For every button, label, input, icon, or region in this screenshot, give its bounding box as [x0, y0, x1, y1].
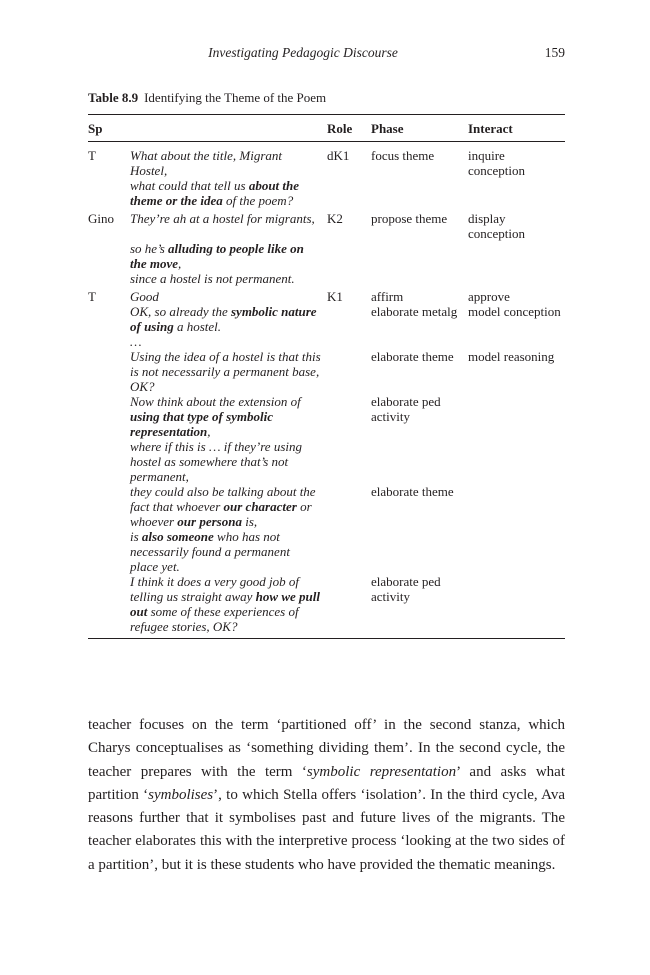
utterance-text: some of these experiences of refugee stories, OK?: [130, 604, 299, 634]
role-cell: [327, 349, 371, 394]
utterance-text: …: [130, 334, 142, 349]
utterance-text: Using the idea of a hostel is that this is not necessarily a permanent base, OK?: [130, 349, 321, 394]
table-row: [88, 529, 565, 574]
running-head: [88, 45, 565, 65]
speaker-cell: [88, 574, 130, 639]
role-cell: [327, 304, 371, 334]
utterance-text: They’re ah at a hostel for migrants,: [130, 211, 315, 226]
emphasis-text: our character: [223, 499, 297, 514]
table-number: Table 8.9: [88, 90, 139, 105]
utterance-text: Now think about the extension of: [130, 394, 301, 409]
utterance-cell: [130, 349, 327, 394]
column-header-phase: Phase: [371, 115, 468, 142]
emphasis-text: also someone: [141, 529, 214, 544]
utterance-cell: [130, 334, 327, 349]
table-row: [88, 208, 565, 241]
utterance-text: Good: [130, 289, 159, 304]
speaker-cell: [88, 241, 130, 271]
interact-cell: [468, 574, 565, 639]
speaker-cell: [88, 439, 130, 484]
interact-cell: [468, 178, 565, 208]
table-caption: [88, 90, 326, 106]
table-row: [88, 304, 565, 334]
phase-cell: [371, 439, 468, 484]
paragraph-text: teacher focuses on the term ‘partitioned off’ in the second stanza, which Charys conceptualises as ‘something dividing them’. In the second cycle, the teacher prepares with the term ‘: [88, 717, 565, 780]
role-cell: K1: [327, 289, 343, 304]
role-cell: [327, 241, 371, 271]
utterance-text: is,: [241, 514, 258, 529]
role-cell: [327, 574, 371, 639]
role-cell: [327, 439, 371, 484]
interact-cell: [468, 529, 565, 574]
speaker-cell: [88, 271, 130, 286]
page-number: 159: [544, 45, 565, 60]
role-cell: K2: [327, 211, 343, 226]
role-cell: [327, 334, 371, 349]
speaker-cell: [88, 484, 130, 529]
utterance-text: What about the title, Migrant Hostel,: [130, 148, 283, 178]
utterance-cell: [130, 439, 327, 484]
utterance-text: where if this is … if they’re using hostel as somewhere that’s not permanent,: [130, 439, 302, 484]
phase-cell: affirm: [371, 289, 404, 304]
running-title: Investigating Pedagogic Discourse: [208, 45, 398, 60]
interact-cell: model reasoning: [468, 349, 555, 364]
utterance-text: is: [130, 529, 142, 544]
phase-cell: elaborate metalg: [371, 304, 458, 319]
utterance-cell: [130, 241, 327, 271]
table-title: Identifying the Theme of the Poem: [144, 90, 327, 105]
table-row: [88, 574, 565, 639]
italic-term: symbolic representation: [306, 763, 457, 780]
dialogue-table: [88, 114, 565, 639]
utterance-cell: [130, 394, 327, 439]
utterance-text: a hostel.: [173, 319, 222, 334]
utterance-text: or whoever: [130, 499, 312, 529]
utterance-text: ,: [207, 424, 211, 439]
speaker-cell: [88, 394, 130, 439]
body-paragraph: [88, 714, 565, 877]
speaker-cell: T: [88, 148, 96, 163]
role-cell: dK1: [327, 148, 350, 163]
table-row: [88, 286, 565, 304]
role-cell: [327, 178, 371, 208]
utterance-cell: [130, 304, 327, 334]
utterance-cell: [130, 286, 327, 304]
interact-cell: [468, 439, 565, 484]
phase-cell: propose theme: [371, 211, 448, 226]
table-row: [88, 394, 565, 439]
utterance-text: so he’s: [130, 241, 169, 256]
phase-cell: elaborate ped activity: [371, 394, 441, 424]
emphasis-text: our persona: [177, 514, 242, 529]
phase-cell: [371, 271, 468, 286]
utterance-text: OK, so already the: [130, 304, 231, 319]
interact-cell: display conception: [468, 211, 526, 241]
phase-cell: focus theme: [371, 148, 435, 163]
paragraph-text: ’, to which Stella offers ‘isolation’. In the third cycle, Ava reasons further that it symbolises past and future lives of the migrants. The teacher elaborates this with the interpretive process ‘looking at the two sides of a partition’, but it is these students who have provided the thematic meanings.: [88, 786, 566, 873]
table-row: [88, 439, 565, 484]
interact-cell: model conception: [468, 304, 561, 319]
table-row: [88, 271, 565, 286]
table-row: [88, 334, 565, 349]
utterance-cell: [130, 271, 327, 286]
utterance-cell: [130, 178, 327, 208]
utterance-text: since a hostel is not permanent.: [130, 271, 295, 286]
utterance-text: they could also be talking about the fact that whoever: [130, 484, 316, 514]
utterance-text: who has not necessarily found a permanent place yet.: [130, 529, 290, 574]
phase-cell: elaborate ped activity: [371, 574, 468, 639]
column-header-interact: Interact: [468, 115, 565, 142]
emphasis-text: about the theme or the idea: [130, 178, 300, 208]
table-body: [88, 142, 565, 639]
phase-cell: [371, 529, 468, 574]
emphasis-text: symbolic nature of using: [130, 304, 317, 334]
utterance-text: I think it does a very good job of telling us straight away: [130, 574, 299, 604]
speaker-cell: [88, 304, 130, 334]
phase-cell: [371, 241, 468, 271]
phase-cell: elaborate theme: [371, 484, 454, 499]
utterance-text: ,: [178, 256, 182, 271]
table-header-row: [88, 115, 565, 142]
utterance-cell: [130, 529, 327, 574]
speaker-cell: [88, 334, 130, 349]
utterance-cell: [130, 484, 327, 529]
table-row: [88, 142, 565, 179]
phase-cell: elaborate theme: [371, 349, 454, 364]
utterance-cell: [130, 208, 327, 241]
interact-cell: [468, 484, 565, 529]
interact-cell: [468, 241, 565, 271]
role-cell: [327, 484, 371, 529]
speaker-cell: [88, 178, 130, 208]
speaker-cell: Gino: [88, 211, 114, 226]
column-header-text: [130, 115, 327, 142]
speaker-cell: [88, 529, 130, 574]
emphasis-text: how we pull out: [130, 589, 320, 619]
table-row: [88, 349, 565, 394]
italic-term: symbolises: [148, 786, 214, 803]
utterance-cell: [130, 574, 327, 639]
phase-cell: [371, 178, 468, 208]
utterance-text: what could that tell us: [130, 178, 249, 193]
interact-cell: approve: [468, 289, 510, 304]
column-header-speaker: Sp: [88, 115, 130, 142]
interact-cell: [468, 271, 565, 286]
phase-cell: [371, 334, 468, 349]
table-row: [88, 178, 565, 208]
paragraph-text: ’ and asks what partition ‘: [88, 763, 566, 803]
interact-cell: [468, 394, 565, 439]
role-cell: [327, 529, 371, 574]
role-cell: [327, 271, 371, 286]
emphasis-text: using that type of symbolic representation: [130, 409, 273, 439]
utterance-text: of the poem?: [222, 193, 294, 208]
speaker-cell: T: [88, 289, 96, 304]
role-cell: [327, 394, 371, 439]
table-row: [88, 241, 565, 271]
interact-cell: inquire conception: [468, 148, 526, 178]
utterance-cell: [130, 142, 327, 179]
interact-cell: [468, 334, 565, 349]
column-header-role: Role: [327, 115, 371, 142]
table-row: [88, 484, 565, 529]
emphasis-text: alluding to people like on the move: [130, 241, 304, 271]
speaker-cell: [88, 349, 130, 394]
